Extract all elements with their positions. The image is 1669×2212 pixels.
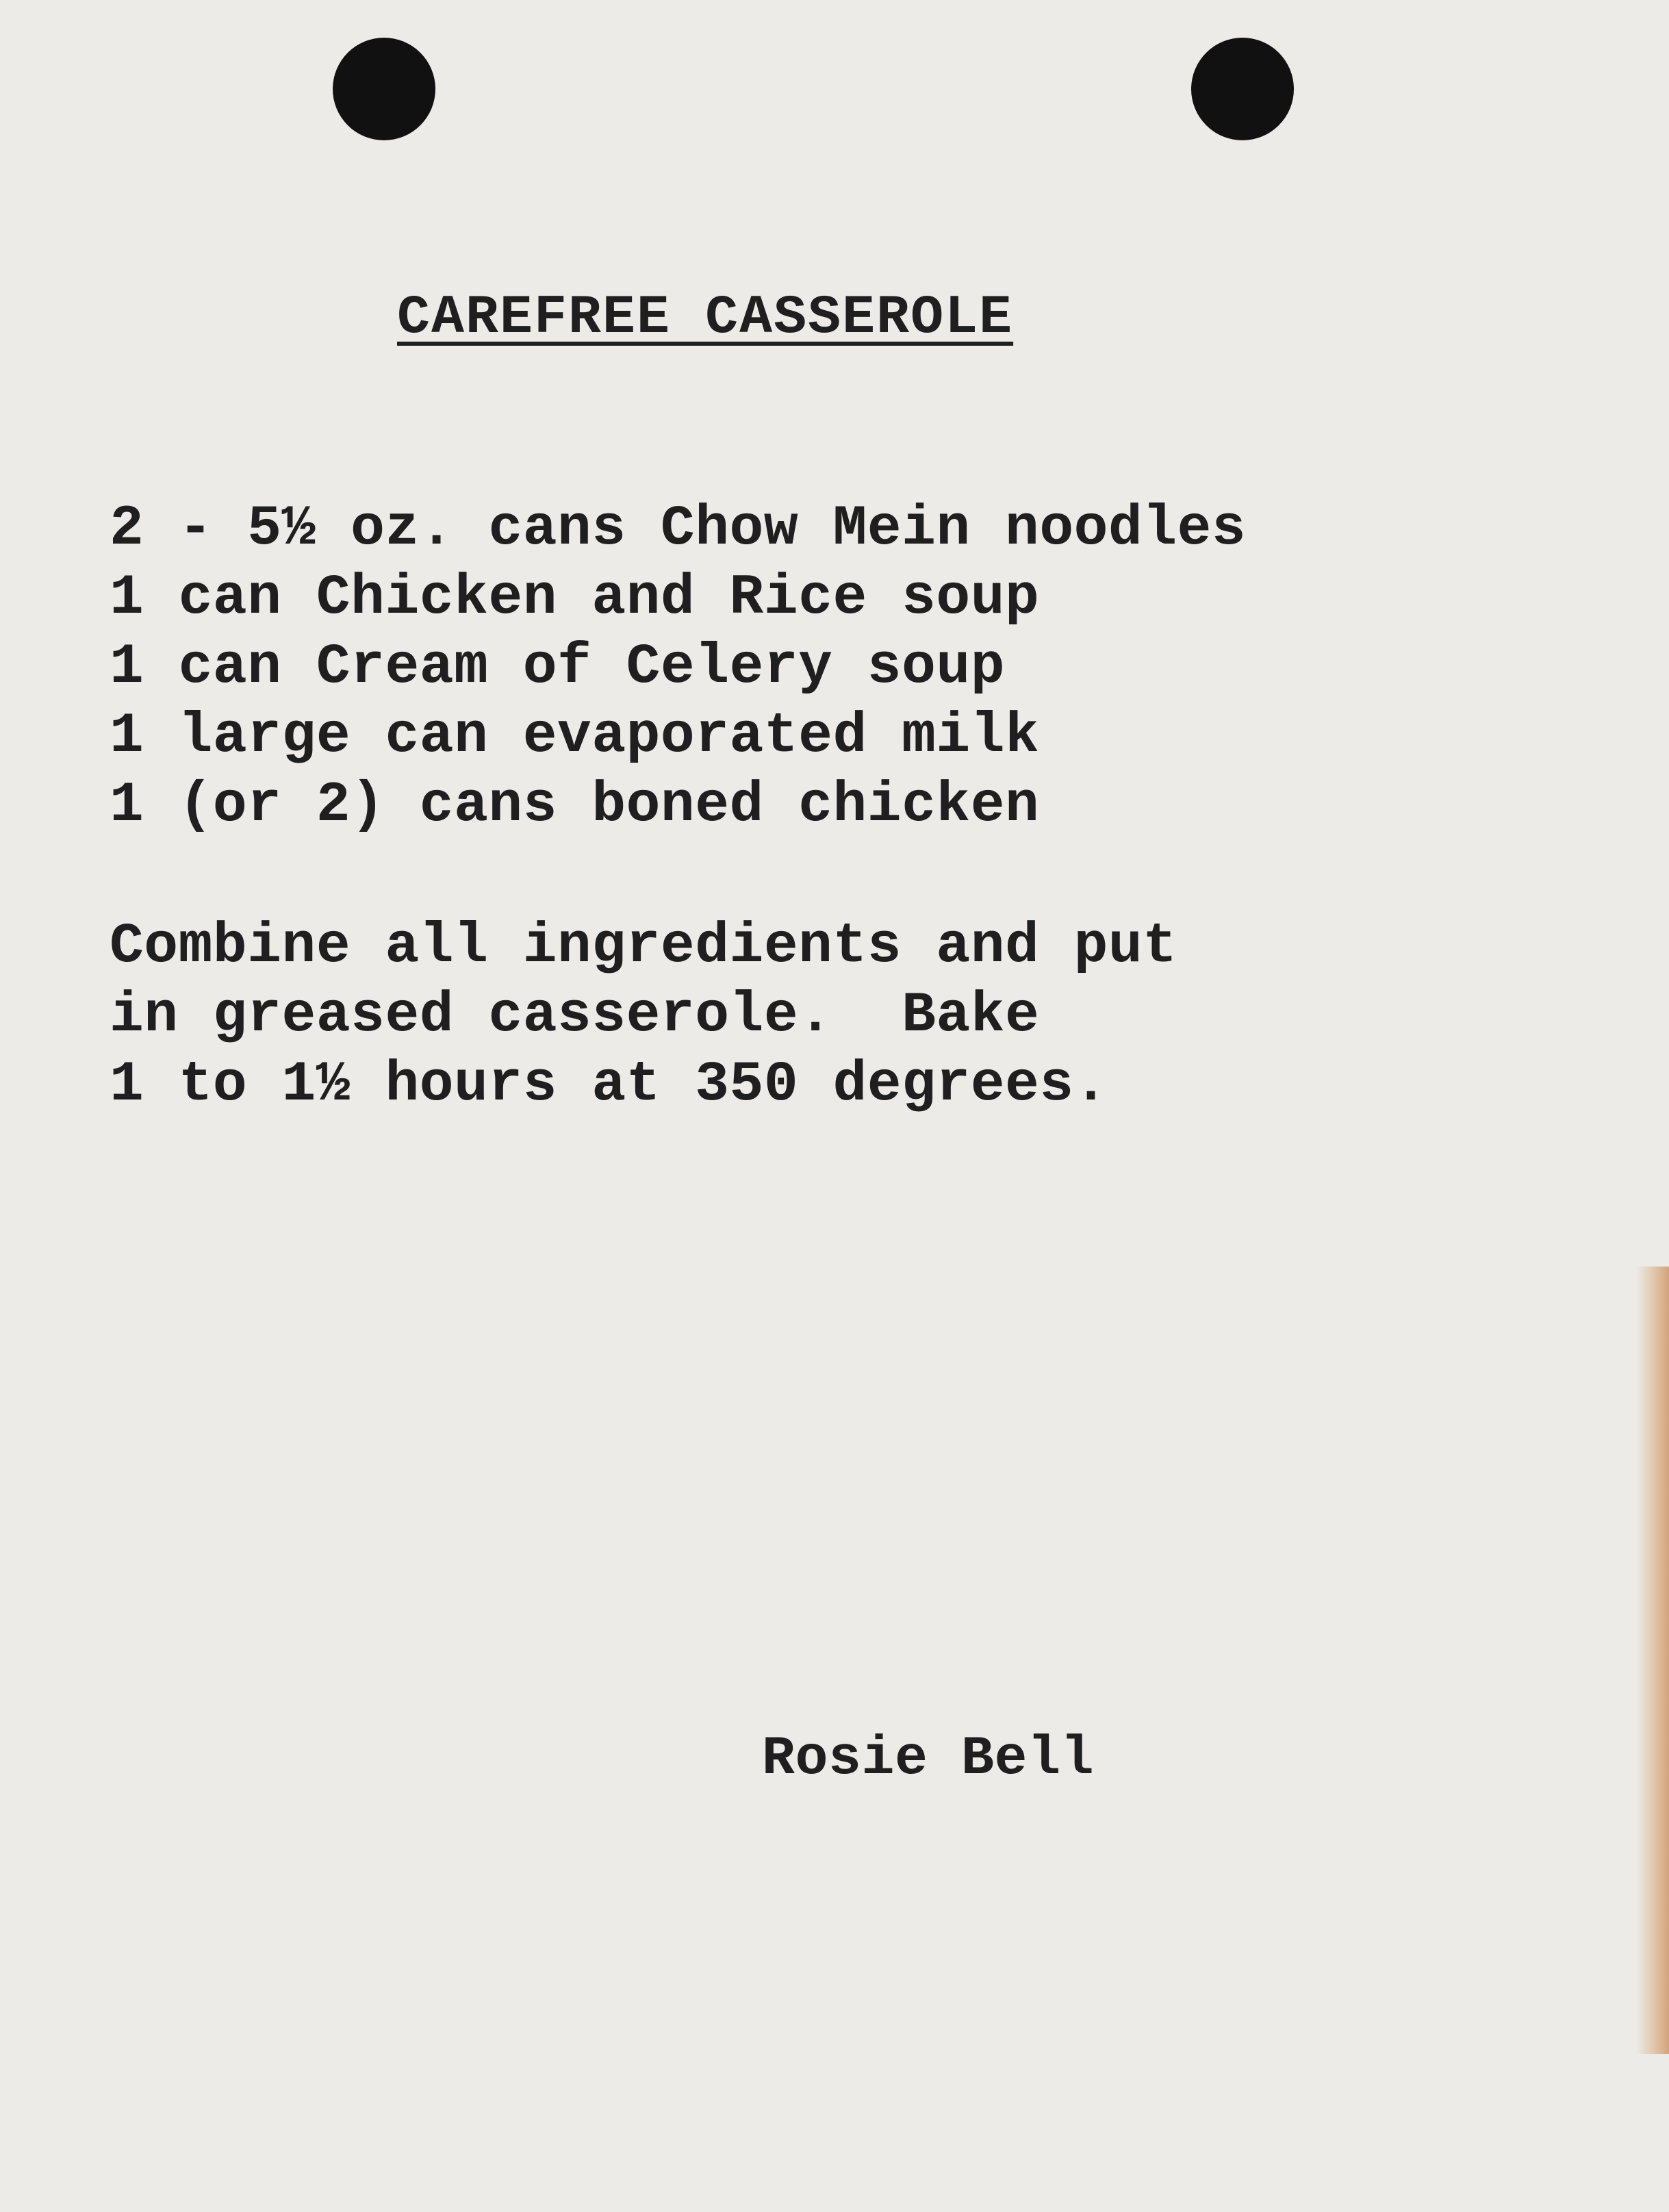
ingredient-item: 1 large can evaporated milk [110,704,1040,768]
ingredient-item: 1 can Cream of Celery soup [110,635,1006,699]
punch-hole-right [1191,38,1294,140]
instruction-line: Combine all ingredients and put [110,914,1177,978]
instruction-line: in greased casserole. Bake [110,983,1040,1047]
ingredient-item: 2 - 5½ oz. cans Chow Mein noodles [110,496,1247,561]
punch-hole-left [333,38,435,140]
ingredient-item: 1 can Chicken and Rice soup [110,565,1040,630]
instruction-line: 1 to 1½ hours at 350 degrees. [110,1052,1108,1117]
recipe-title: CAREFREE CASSEROLE [397,287,1014,349]
instructions [110,912,1177,1119]
ingredient-item: 1 (or 2) cans boned chicken [110,773,1040,837]
contributor-name: Rosie Bell [762,1728,1095,1790]
ingredient-list [110,494,1246,840]
edge-stain [1636,1267,1669,2054]
